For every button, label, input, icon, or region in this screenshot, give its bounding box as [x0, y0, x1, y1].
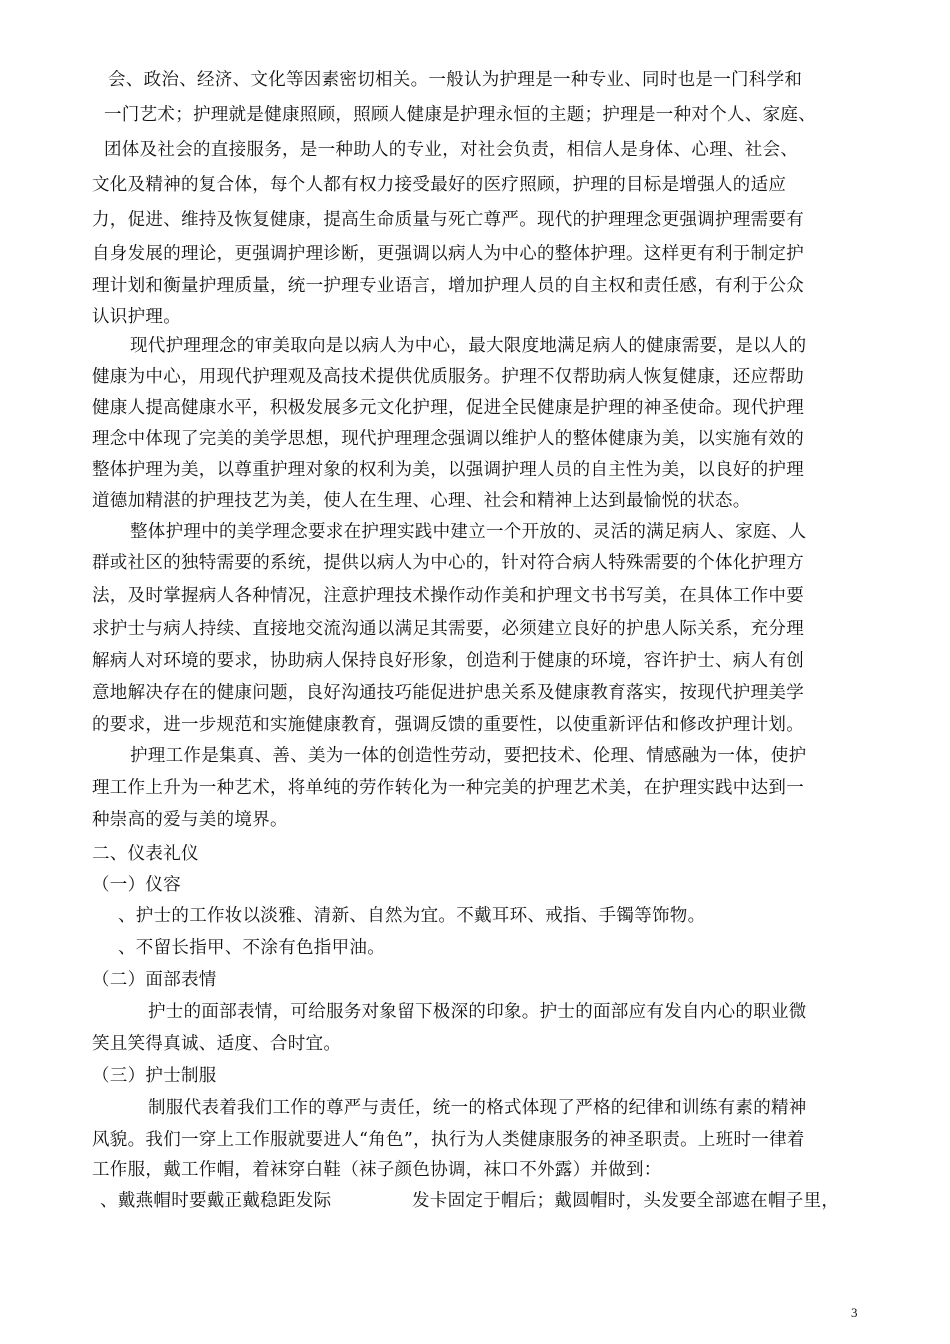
text-line: 理念中体现了完美的美学思想，现代护理理念强调以维护人的整体健康为美，以实施有效的: [92, 429, 804, 449]
text-line: 健康为中心，用现代护理观及高技术提供优质服务。护理不仅帮助病人恢复健康，还应帮助: [92, 367, 804, 387]
text-line: 整体护理为美，以尊重护理对象的权利为美，以强调护理人员的自主性为美，以良好的护理: [92, 460, 804, 480]
text-line: 发卡固定于帽后；戴圆帽时，头发要全部遮在帽子里，: [412, 1191, 840, 1211]
text-line: 、戴燕帽时要戴正戴稳距发际: [100, 1191, 332, 1211]
text-line: 制服代表着我们工作的尊严与责任，统一的格式体现了严格的纪律和训练有素的精神: [148, 1098, 807, 1118]
text-line: 护理工作是集真、善、美为一体的创造性劳动，要把技术、伦理、情感融为一体，使护: [130, 746, 807, 766]
text-line: 解病人对环境的要求，协助病人保持良好形象，创造利于健康的环境，容许护士、病人有创: [92, 651, 804, 671]
text-line: 会、政治、经济、文化等因素密切相关。一般认为护理是一种专业、同时也是一门科学和: [108, 70, 803, 90]
text-line: 、不留长指甲、不涂有色指甲油。: [118, 938, 385, 958]
text-line: 整体护理中的美学理念要求在护理实践中建立一个开放的、灵活的满足病人、家庭、人: [130, 522, 807, 542]
page-number: 3: [851, 1305, 858, 1320]
text-line: 文化及精神的复合体，每个人都有权力接受最好的医疗照顾，护理的目标是增强人的适应: [92, 175, 787, 195]
text-line: 健康人提高健康水平，积极发展多元文化护理，促进全民健康是护理的神圣使命。现代护理: [92, 398, 804, 418]
text-line: 工作服，戴工作帽，着袜穿白鞋（袜子颜色协调，袜口不外露）并做到：: [92, 1160, 662, 1180]
text-line: 理工作上升为一种艺术，将单纯的劳作转化为一种完美的护理艺术美，在护理实践中达到一: [92, 778, 804, 798]
text-line: 法，及时掌握病人各种情况，注意护理技术操作动作美和护理文书书写美，在具体工作中要: [92, 586, 804, 606]
text-line: 团体及社会的直接服务，是一种助人的专业，对社会负责，相信人是身体、心理、社会、: [104, 140, 799, 160]
text-line: 的要求，进一步规范和实施健康教育，强调反馈的重要性，以使重新评估和修改护理计划。: [92, 715, 804, 735]
text-line: 风貌。我们一穿上工作服就要进人“角色”，执行为人类健康服务的神圣职责。上班时一律着: [92, 1130, 805, 1150]
text-line: 一门艺术；护理就是健康照顾，照顾人健康是护理永恒的主题；护理是一种对个人、家庭、: [104, 105, 816, 125]
text-line: 道德加精湛的护理技艺为美，使人在生理、心理、社会和精神上达到最愉悦的状态。: [92, 491, 751, 511]
text-line: 力，促进、维持及恢复健康，提高生命质量与死亡尊严。现代的护理理念更强调护理需要有: [92, 210, 804, 230]
text-line: 、护士的工作妆以淡雅、清新、自然为宜。不戴耳环、戒指、手镯等饰物。: [118, 906, 706, 926]
text-line: 现代护理理念的审美取向是以病人为中心，最大限度地满足病人的健康需要，是以人的: [130, 336, 807, 356]
text-line: 群或社区的独特需要的系统，提供以病人为中心的，针对符合病人特殊需要的个体化护理方: [92, 553, 804, 573]
text-line: 种崇高的爱与美的境界。: [92, 810, 288, 830]
subsection-heading: （二）面部表情: [92, 970, 217, 990]
subsection-heading: （三）护士制服: [92, 1066, 217, 1086]
text-line: 自身发展的理论，更强调护理诊断，更强调以病人为中心的整体护理。这样更有利于制定护: [92, 244, 804, 264]
section-heading: 二、仪表礼仪: [92, 844, 199, 864]
text-line: 意地解决存在的健康问题，良好沟通技巧能促进护患关系及健康教育落实，按现代护理美学: [92, 683, 804, 703]
text-line: 理计划和衡量护理质量，统一护理专业语言，增加护理人员的自主权和责任感，有利于公众: [92, 276, 804, 296]
subsection-heading: （一）仪容: [92, 875, 181, 895]
text-line: 护士的面部表情，可给服务对象留下极深的印象。护士的面部应有发自内心的职业微: [148, 1002, 807, 1022]
text-line: 求护士与病人持续、直接地交流沟通以满足其需要，必须建立良好的护患人际关系，充分理: [92, 619, 804, 639]
text-line: 笑且笑得真诚、适度、合时宜。: [92, 1034, 342, 1054]
text-line: 认识护理。: [92, 307, 181, 327]
